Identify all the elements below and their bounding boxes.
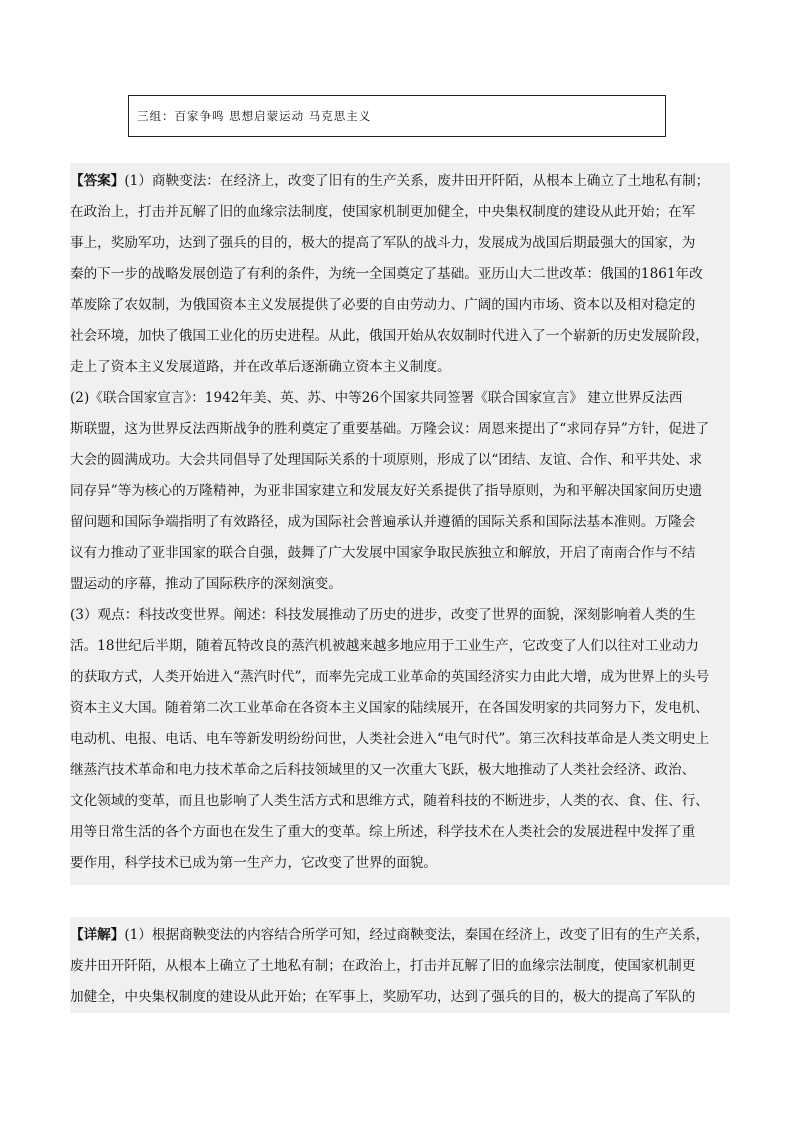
detail-line: 加健全，中央集权制度的建设从此开始；在军事上，奖励军功，达到了强兵的目的，极大的提高了军队的 (70, 989, 696, 1005)
answer-line: 文化领域的变革，而且也影响了人类生活方式和思维方式，随着科技的不断进步，人类的衣、食、住、行、 (70, 793, 709, 809)
detail-label: 【详解】 (70, 927, 125, 943)
answer-line: 同存异”等为核心的万隆精神，为亚非国家建立和发展友好关系提供了指导原则，为和平解决国家间历史遗 (70, 483, 703, 499)
answer-line: 继蒸汽技术革命和电力技术革命之后科技领域里的又一次重大飞跃，极大地推动了人类社会经济、政治、 (70, 762, 696, 778)
answer-label: 【答案】 (70, 173, 125, 189)
answer-line: 秦的下一步的战略发展创造了有利的条件，为统一全国奠定了基础。亚历山大二世改革：俄国的1861年改 (70, 266, 703, 282)
answer-line: 活。18世纪后半期，随着瓦特改良的蒸汽机被越来越多地应用于工业生产，它改变了人们以往对工业动力 (70, 638, 700, 654)
answer-line: 事上，奖励军功，达到了强兵的目的，极大的提高了军队的战斗力，发展成为战国后期最强大的国家，为 (70, 235, 696, 251)
answer-line: 的获取方式，人类开始进入“蒸汽时代”，而率先完成工业革命的英国经济实力由此大增，成为世界上的头号 (70, 669, 710, 685)
detail-line: 废井田开阡陌，从根本上确立了土地私有制；在政治上，打击并瓦解了旧的血缘宗法制度，使国家机制更 (70, 958, 696, 974)
answer-line: 电动机、电报、电话、电车等新发明纷纷问世，人类社会进入“电气时代”。第三次科技革命是人类文明史上 (70, 731, 710, 747)
header-box-text: 三组：百家争鸣 思想启蒙运动 马克思主义 (137, 109, 372, 123)
answer-line: (3）观点：科技改变世界。阐述：科技发展推动了历史的进步，改变了世界的面貌，深刻影响着人类的生 (70, 607, 696, 623)
answer-line: 要作用，科学技术已成为第一生产力，它改变了世界的面貌。 (70, 855, 438, 871)
answer-line: 大会的圆满成功。大会共同倡导了处理国际关系的十项原则，形成了以“团结、友谊、合作、和平共处、求 (70, 452, 703, 468)
answer-line: 留问题和国际争端指明了有效路径，成为国际社会普遍承认并遵循的国际关系和国际法基本准则。万隆会 (70, 514, 696, 530)
answer-line: 在政治上，打击并瓦解了旧的血缘宗法制度，使国家机制更加健全，中央集权制度的建设从此开始；在军 (70, 204, 696, 220)
answer-line: 【答案】(1）商鞅变法：在经济上，改变了旧有的生产关系，废井田开阡陌，从根本上确立了土地私有制； (70, 173, 710, 189)
answer-line: 议有力推动了亚非国家的联合自强，鼓舞了广大发展中国家争取民族独立和解放，开启了南南合作与不结 (70, 545, 696, 561)
answer-line: 斯联盟，这为世界反法西斯战争的胜利奠定了重要基础。万隆会议：周恩来提出了“求同存异”方针，促进了 (70, 421, 710, 437)
answer-section (70, 163, 730, 885)
answer-line: 走上了资本主义发展道路，并在改革后逐渐确立资本主义制度。 (70, 359, 451, 375)
header-box (128, 95, 666, 137)
detail-section (70, 917, 730, 1013)
answer-line: 资本主义大国。随着第二次工业革命在各资本主义国家的陆续展开，在各国发明家的共同努力下，发电机、 (70, 700, 709, 716)
answer-line: (2)《联合国家宣言》：1942年美、英、苏、中等26个国家共同签署《联合国家宣言》 建立世界反法西 (70, 390, 683, 406)
answer-line: 用等日常生活的各个方面也在发生了重大的变革。综上所述，科学技术在人类社会的发展进程中发挥了重 (70, 824, 696, 840)
answer-line: 盟运动的序幕，推动了国际秩序的深刻演变。 (70, 576, 342, 592)
answer-line: 社会环境，加快了俄国工业化的历史进程。从此，俄国开始从农奴制时代进入了一个崭新的历史发展阶段， (70, 328, 709, 344)
answer-line: 革废除了农奴制，为俄国资本主义发展提供了必要的自由劳动力、广阔的国内市场、资本以及相对稳定的 (70, 297, 696, 313)
detail-line: 【详解】(1）根据商鞅变法的内容结合所学可知，经过商鞅变法，秦国在经济上，改变了旧有的生产关系， (70, 927, 710, 943)
